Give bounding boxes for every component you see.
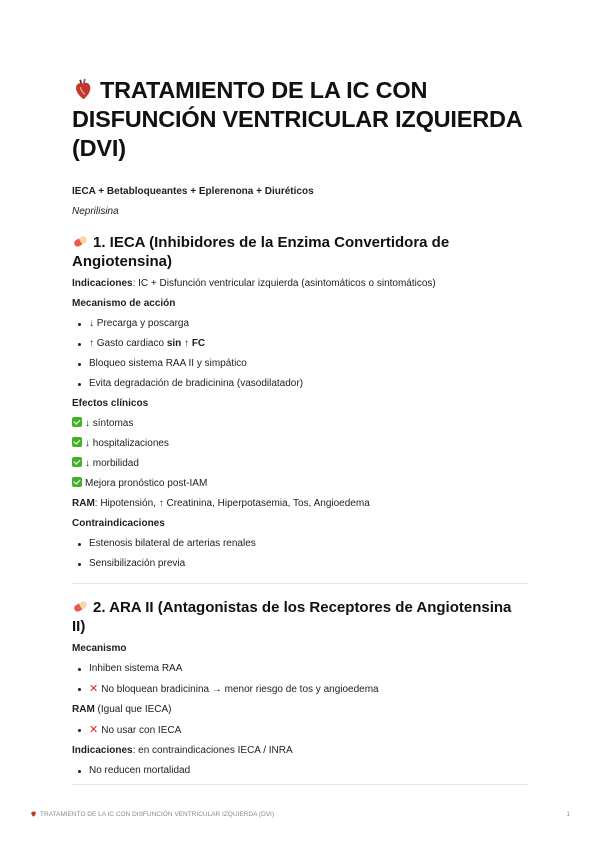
ieca-contra-list <box>72 537 528 571</box>
check-mark-icon <box>72 477 82 487</box>
pill-icon <box>72 600 89 613</box>
footer-title: TRATAMIENTO DE LA IC CON DISFUNCIÓN VENTRICULAR IZQUIERDA (DVI) <box>30 810 274 818</box>
cross-mark-icon: ✕ <box>89 683 99 695</box>
ara2-mecanismo-list <box>72 662 528 697</box>
anatomical-heart-icon <box>30 810 37 817</box>
anatomical-heart-icon <box>72 78 94 100</box>
list-item: Estenosis bilateral de arterias renales <box>72 537 528 551</box>
page-footer <box>30 810 570 818</box>
section-heading-ara2: 2. ARA II (Antagonistas de los Receptores de Angiotensina II) <box>72 599 512 635</box>
ieca-indicaciones: Indicaciones: IC + Disfunción ventricular izquierda (asintomáticos o sintomáticos) <box>72 278 436 289</box>
summary-italic: Neprilisina <box>72 206 119 217</box>
divider <box>72 583 528 584</box>
ieca-mecanismo-label: Mecanismo de acción <box>72 298 176 309</box>
list-item: ↑ Gasto cardiaco sin ↑ FC <box>72 337 528 351</box>
list-item: No reducen mortalidad <box>72 764 528 778</box>
list-item: ↓ síntomas <box>72 417 528 431</box>
ieca-mecanismo-list <box>72 317 528 391</box>
document-body <box>72 76 528 799</box>
ara2-indicaciones-list <box>72 764 528 778</box>
ara2-ram: RAM (Igual que IECA) <box>72 704 172 715</box>
list-item: Evita degradación de bradicinina (vasodilatador) <box>72 377 528 391</box>
pill-icon <box>72 235 89 248</box>
ieca-ram: RAM: Hipotensión, ↑ Creatinina, Hiperpotasemia, Tos, Angioedema <box>72 498 370 509</box>
ara2-indicaciones: Indicaciones: en contraindicaciones IECA / INRA <box>72 745 293 756</box>
list-item: Inhiben sistema RAA <box>72 662 528 676</box>
page-title: TRATAMIENTO DE LA IC CON DISFUNCIÓN VENTRICULAR IZQUIERDA (DVI) <box>72 77 522 161</box>
section-heading-ieca: 1. IECA (Inhibidores de la Enzima Convertidora de Angiotensina) <box>72 234 450 270</box>
check-mark-icon <box>72 437 82 447</box>
list-item: Bloqueo sistema RAA II y simpático <box>72 357 528 371</box>
check-mark-icon <box>72 457 82 467</box>
list-item: ✕ No bloquean bradicinina → menor riesgo de tos y angioedema <box>72 682 528 697</box>
cross-mark-icon: ✕ <box>89 724 99 736</box>
divider <box>72 784 528 785</box>
ieca-contra-label: Contraindicaciones <box>72 518 165 529</box>
summary-line: IECA + Betabloqueantes + Eplerenona + Diuréticos <box>72 186 314 197</box>
check-mark-icon <box>72 417 82 427</box>
list-item: Mejora pronóstico post-IAM <box>72 477 528 491</box>
list-item: ↓ Precarga y poscarga <box>72 317 528 331</box>
ara2-ram-list <box>72 723 528 738</box>
list-item: ↓ morbilidad <box>72 457 528 471</box>
list-item: Sensibilización previa <box>72 557 528 571</box>
list-item: ✕ No usar con IECA <box>72 723 528 738</box>
ara2-mecanismo-label: Mecanismo <box>72 643 127 654</box>
page-number: 1 <box>566 810 570 818</box>
ieca-efectos-label: Efectos clínicos <box>72 398 149 409</box>
list-item: ↓ hospitalizaciones <box>72 437 528 451</box>
